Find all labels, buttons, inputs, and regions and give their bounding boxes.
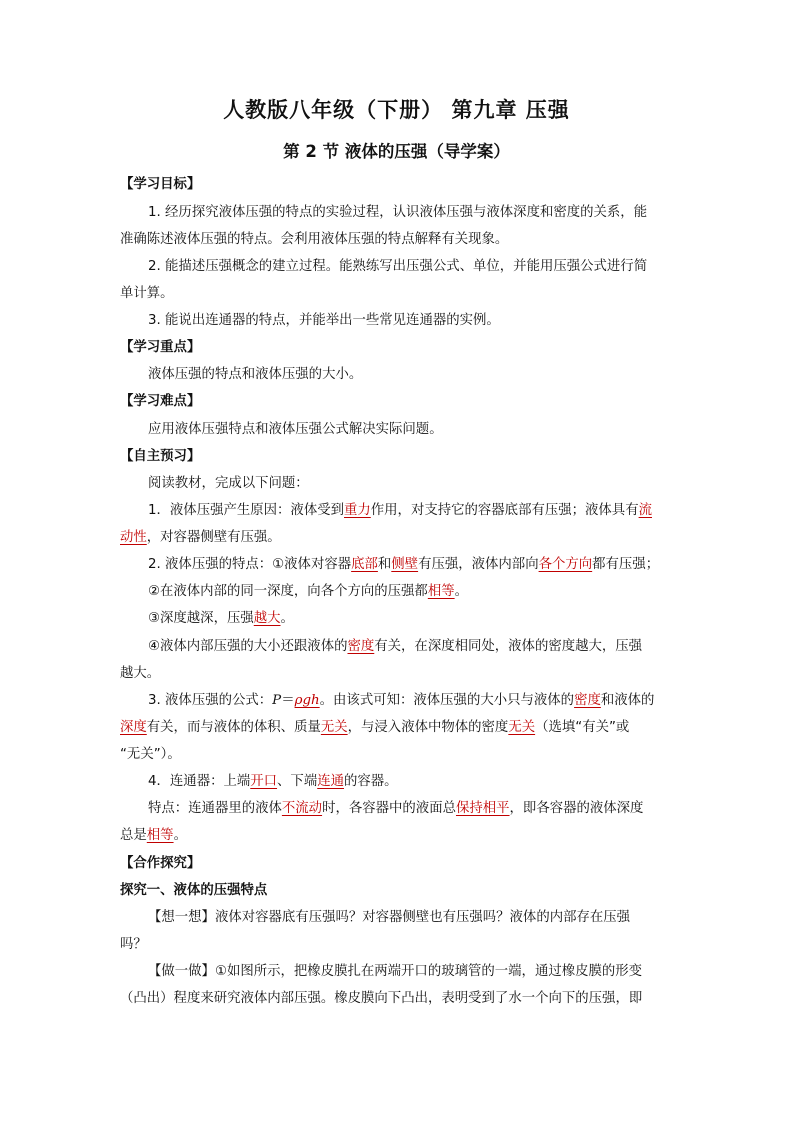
q2-answer-all-directions: 各个方向 — [538, 557, 593, 572]
q2-answer-density: 密度 — [347, 639, 375, 654]
preview-q3-line-2 — [120, 719, 629, 737]
q4-text-g: 总是 — [120, 828, 147, 843]
q3-answer-unrelated-1: 无关 — [320, 720, 348, 735]
key-line-1: 液体压强的特点和液体压强的大小。 — [148, 367, 363, 382]
q2-text-h: 。 — [280, 611, 294, 626]
section-heading-key: 【学习重点】 — [120, 340, 201, 355]
q2-answer-sidewall: 侧壁 — [391, 557, 419, 572]
preview-q2-line-3 — [148, 610, 294, 628]
preview-q2-line-2 — [148, 583, 468, 601]
q4-text-b: 、下端 — [277, 774, 318, 789]
q2-text-a: 2. 液体压强的特点：①液体对容器 — [148, 557, 352, 572]
preview-q1-line-1 — [148, 502, 652, 520]
q1-answer-fluidity-part2: 动性 — [120, 530, 147, 545]
q4-text-f: ，即各容器的液体深度 — [509, 801, 644, 816]
do-line-1: 【做一做】①如图所示，把橡皮膜扎在两端开口的玻璃管的一端，通过橡皮膜的形变 — [148, 964, 643, 979]
goal-line-2: 准确陈述液体压强的特点。会利用液体压强的特点解释有关现象。 — [120, 232, 509, 247]
q2-answer-bottom: 底部 — [351, 557, 378, 572]
q2-text-c: 有压强，液体内部向 — [418, 557, 539, 572]
q3-answer-density: 密度 — [574, 693, 601, 708]
think-line-2: 吗？ — [120, 937, 147, 952]
q2-text-f: 。 — [454, 584, 468, 599]
q2-text-d: 都有压强； — [592, 557, 660, 572]
q4-answer-equal: 相等 — [146, 828, 174, 843]
section-heading-goals: 【学习目标】 — [120, 177, 201, 192]
q3-text-c: 和液体的 — [600, 693, 655, 708]
q2-text-b: 和 — [377, 557, 392, 572]
q4-answer-level: 保持相平 — [455, 801, 510, 816]
preview-q4-line-1 — [148, 773, 398, 791]
q4-answer-not-flowing: 不流动 — [281, 801, 323, 816]
q3-answer-formula: ρgh — [294, 693, 320, 708]
q3-text-d: 有关，而与液体的体积、质量 — [146, 720, 321, 735]
preview-q1-line-2 — [120, 529, 281, 547]
q4-text-d: 特点：连通器里的液体 — [148, 801, 282, 816]
q2-text-j: 有关，在深度相同处，液体的密度越大，压强 — [374, 639, 643, 654]
q4-text-c: 的容器。 — [344, 774, 398, 789]
preview-q2-line-1 — [148, 556, 659, 574]
q3-text-a: 3. 液体压强的公式： — [148, 693, 273, 708]
q2-text-e: ②在液体内部的同一深度，向各个方向的压强都 — [148, 584, 428, 599]
q3-text-f: （选填“有关”或 — [535, 720, 630, 735]
q3-formula-equals: ＝ — [281, 693, 295, 708]
q3-answer-unrelated-2: 无关 — [508, 720, 536, 735]
q4-answer-open: 开口 — [250, 774, 278, 789]
preview-q4-line-3 — [120, 827, 187, 845]
preview-intro: 阅读教材，完成以下问题： — [148, 476, 309, 491]
preview-q2-line-5: 越大。 — [120, 666, 161, 681]
q3-answer-depth: 深度 — [120, 720, 147, 735]
q4-text-e: 时，各容器中的液面总 — [322, 801, 456, 816]
preview-q3-line-1 — [148, 692, 654, 710]
goal-line-5: 3. 能说出连通器的特点，并能举出一些常见连通器的实例。 — [148, 313, 500, 328]
goal-line-3: 2. 能描述压强概念的建立过程。能熟练写出压强公式、单位，并能用压强公式进行简 — [148, 259, 648, 274]
preview-q2-line-4 — [148, 638, 642, 656]
section-heading-difficulty: 【学习难点】 — [120, 394, 201, 409]
q2-text-g: ③深度越深，压强 — [148, 611, 254, 626]
goal-line-4: 单计算。 — [120, 286, 174, 301]
section-heading-cooperation: 【合作探究】 — [120, 856, 201, 871]
q4-answer-connected: 连通 — [317, 774, 344, 789]
goal-line-1: 1. 经历探究液体压强的特点的实验过程，认识液体压强与液体深度和密度的关系，能 — [148, 205, 648, 220]
q2-answer-equal: 相等 — [427, 584, 455, 599]
q3-formula-p: P — [272, 693, 282, 708]
q2-answer-greater: 越大 — [253, 611, 281, 626]
q1-text-b: 作用，对支持它的容器底部有压强；液体具有 — [370, 503, 639, 518]
section-heading-preview: 【自主预习】 — [120, 449, 201, 464]
q4-text-a: 4．连通器：上端 — [148, 774, 251, 789]
preview-q3-line-3: “无关”）。 — [120, 747, 181, 762]
do-line-2: （凸出）程度来研究液体内部压强。橡皮膜向下凸出，表明受到了水一个向下的压强，即 — [120, 991, 643, 1006]
document-title: 人教版八年级（下册） 第九章 压强 — [223, 98, 570, 122]
inquiry-1-title: 探究一、液体的压强特点 — [120, 883, 268, 898]
q3-text-b: 。由该式可知：液体压强的大小只与液体的 — [319, 693, 575, 708]
q1-answer-gravity: 重力 — [344, 503, 371, 518]
q1-answer-fluidity-part1: 流 — [638, 503, 652, 518]
q4-text-h: 。 — [173, 828, 187, 843]
difficulty-line-1: 应用液体压强特点和液体压强公式解决实际问题。 — [148, 422, 443, 437]
preview-q4-line-2 — [148, 800, 643, 818]
q1-text-c: ，对容器侧壁有压强。 — [146, 530, 281, 545]
document-subtitle: 第 2 节 液体的压强（导学案） — [283, 142, 510, 161]
q1-text-a: 1．液体压强产生原因：液体受到 — [148, 503, 344, 518]
q3-text-e: ，与浸入液体中物体的密度 — [347, 720, 509, 735]
q2-text-i: ④液体内部压强的大小还跟液体的 — [148, 639, 348, 654]
think-line-1: 【想一想】液体对容器底有压强吗？对容器侧壁也有压强吗？液体的内部存在压强 — [148, 910, 631, 925]
